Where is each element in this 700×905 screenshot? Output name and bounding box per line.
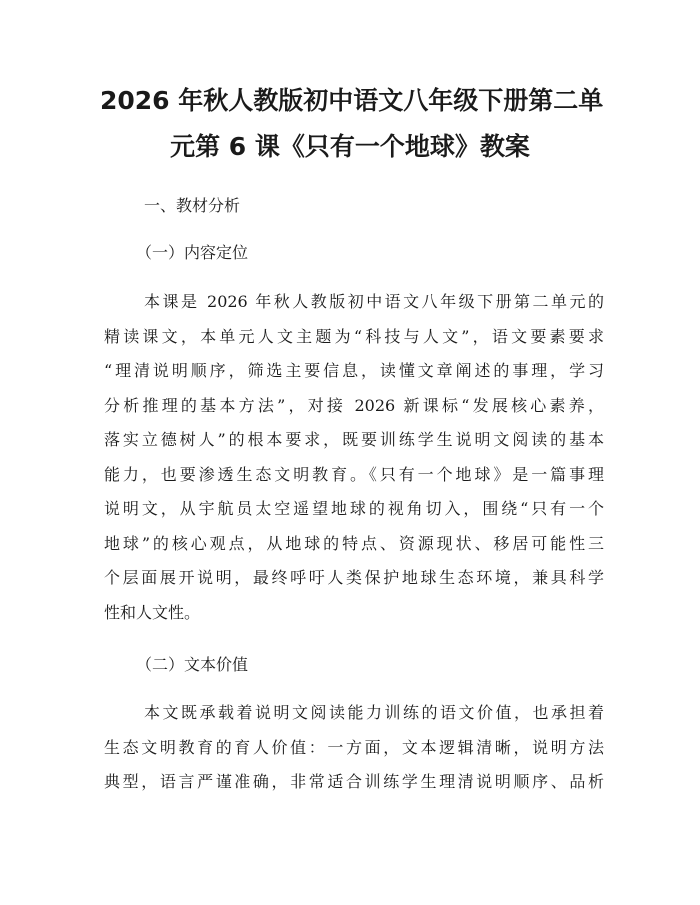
paragraph-line: 落实立德树人”的根本要求，既要训练学生说明文阅读的基本 — [104, 430, 604, 449]
paragraph-line: “理清说明顺序，筛选主要信息，读懂文章阐述的事理，学习 — [104, 361, 604, 380]
paragraph-line: 能力，也要渗透生态文明教育。《只有一个地球》是一篇事理 — [104, 464, 604, 484]
paragraph-line: 个层面展开说明，最终呼吁人类保护地球生态环境，兼具科学 — [104, 568, 604, 587]
document-title-line-2: 元第 6 课《只有一个地球》教案 — [170, 132, 530, 161]
paragraph-line: 生态文明教育的育人价值：一方面，文本逻辑清晰，说明方法 — [104, 737, 604, 757]
paragraph-line: 典型，语言严谨准确，非常适合训练学生理清说明顺序、品析 — [104, 772, 604, 791]
paragraph-line: 分析推理的基本方法”，对接 2026 新课标“发展核心素养， — [104, 395, 604, 415]
paragraph-line: 本课是 2026 年秋人教版初中语文八年级下册第二单元的 — [144, 292, 604, 311]
subsection-heading-text-value: （二）文本价值 — [136, 655, 249, 674]
subsection-heading-content-positioning: （一）内容定位 — [136, 243, 249, 262]
document-title-line-1: 2026 年秋人教版初中语文八年级下册第二单 — [100, 86, 604, 115]
paragraph-line: 性和人文性。 — [104, 602, 201, 622]
section-heading-textbook-analysis: 一、教材分析 — [144, 196, 241, 215]
paragraph-content-positioning — [104, 292, 604, 637]
paragraph-line: 精读课文，本单元人文主题为“科技与人文”，语文要素要求 — [104, 326, 604, 346]
paragraph-line: 说明文，从宇航员太空遥望地球的视角切入，围绕“只有一个 — [104, 499, 604, 518]
paragraph-text-value — [104, 703, 604, 807]
paragraph-line: 地球”的核心观点，从地球的特点、资源现状、移居可能性三 — [104, 533, 604, 553]
paragraph-line: 本文既承载着说明文阅读能力训练的语文价值，也承担着 — [144, 703, 604, 722]
